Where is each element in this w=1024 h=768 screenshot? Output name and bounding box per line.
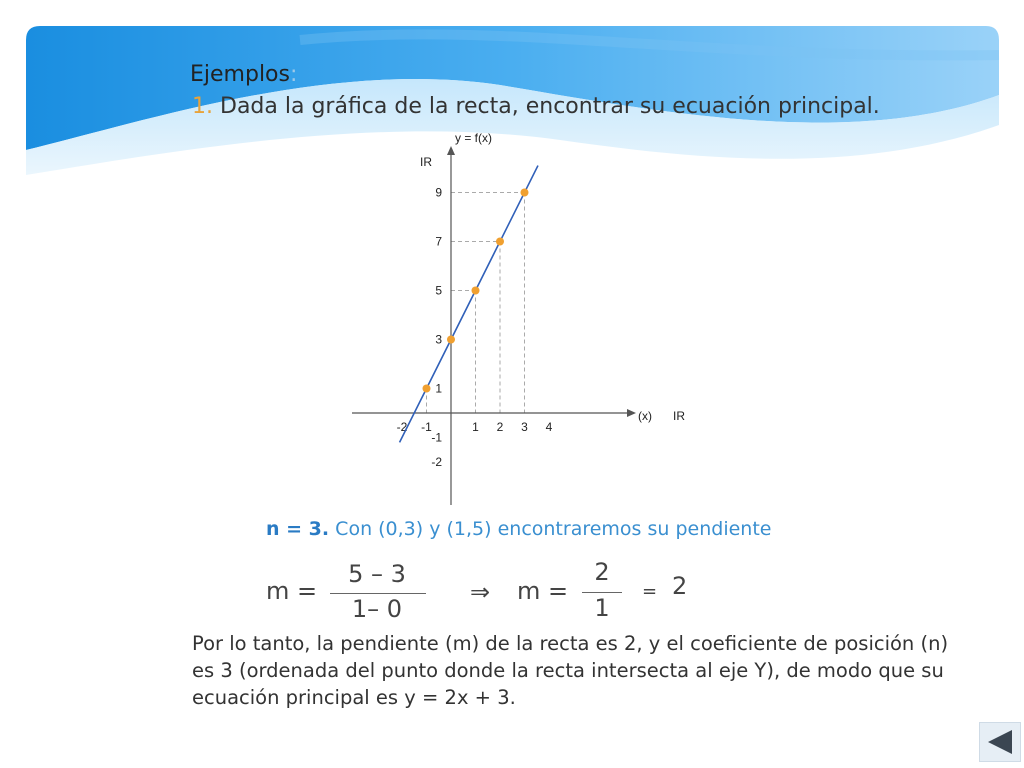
line-graph	[330, 120, 700, 510]
fraction-2-denominator: 1	[594, 594, 610, 622]
x-axis-arrow	[627, 409, 636, 417]
data-point	[472, 287, 480, 295]
data-point	[496, 238, 504, 246]
y-tick-label: -2	[431, 455, 442, 469]
series-line	[400, 166, 538, 443]
equals-sign: =	[642, 581, 658, 602]
y-tick-label: 3	[435, 332, 442, 347]
fraction-2-numerator: 2	[594, 558, 610, 586]
guide-lines	[427, 193, 525, 414]
fraction-1-numerator: 5 – 3	[348, 560, 406, 588]
back-button[interactable]	[979, 722, 1021, 762]
heading-colon: :	[289, 62, 298, 87]
y-tick-label: 7	[435, 234, 442, 249]
y-tick-label: 1	[435, 381, 442, 396]
y-axis-arrow	[447, 146, 455, 155]
implies-symbol: ⇒	[470, 578, 491, 606]
fraction-1-bar	[330, 593, 426, 594]
problem-number: 1.	[192, 94, 213, 119]
n-statement	[266, 518, 771, 540]
x-axis-label: (x)	[638, 409, 652, 423]
conclusion-text: Por lo tanto, la pendiente (m) de la recta es 2, y el coeficiente de posición (n) es 3 (ordenada del punto donde la recta intersecta al eje Y), de modo que su ecuación principal es y = 2x + 3.	[192, 632, 949, 709]
y-tick-label: -1	[431, 430, 442, 445]
x-tick-label: 2	[496, 420, 504, 434]
problem-statement	[192, 94, 880, 119]
x-tick-label: 4	[545, 420, 553, 434]
data-point	[521, 189, 529, 197]
x-tick-label: 1	[472, 420, 479, 434]
x-axis-set: IR	[673, 409, 685, 423]
x-tick-label: -2	[396, 420, 408, 434]
data-line	[400, 166, 538, 443]
m-label-1: m =	[266, 577, 318, 605]
data-point	[423, 385, 431, 393]
y-tick-label: 9	[435, 185, 442, 200]
back-triangle-icon	[986, 729, 1014, 755]
problem-text: Dada la gráfica de la recta, encontrar su ecuación principal.	[220, 94, 880, 119]
m-label-2: m =	[517, 577, 569, 605]
heading-label: Ejemplos	[190, 62, 290, 87]
y-axis-set: IR	[420, 155, 432, 169]
data-point	[447, 336, 455, 344]
n-description: Con (0,3) y (1,5) encontraremos su pendiente	[335, 518, 772, 540]
y-axis-label: y = f(x)	[455, 131, 493, 145]
tick-labels	[397, 186, 553, 470]
x-tick-label: -1	[421, 420, 432, 434]
heading	[190, 62, 297, 87]
fraction-2-bar	[582, 592, 622, 593]
x-tick-label: 3	[521, 420, 528, 434]
n-value: n = 3.	[266, 518, 330, 540]
slope-result: 2	[672, 572, 688, 600]
fraction-1-denominator: 1– 0	[351, 595, 403, 623]
y-tick-label: 5	[435, 283, 442, 298]
